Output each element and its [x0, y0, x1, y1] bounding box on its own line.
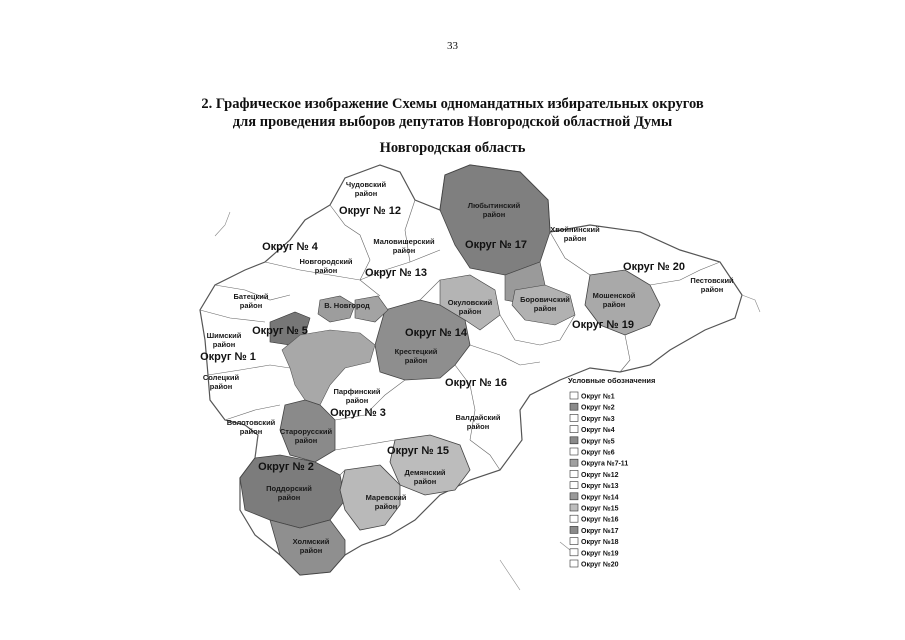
district-label: Хвойнинский: [550, 225, 600, 234]
okrug-label: Округ № 1: [200, 351, 256, 363]
district-label: Поддорский: [266, 484, 312, 493]
district-label: Холмский: [292, 537, 330, 546]
district-label: Крестецкий: [394, 347, 438, 356]
district-label: район: [209, 382, 233, 391]
district-label: Чудовский: [345, 180, 387, 189]
district-label: район: [294, 436, 318, 445]
district-label: район: [239, 301, 263, 310]
okrug-label: Округ № 14: [405, 327, 467, 339]
okrug-label: Округ № 3: [330, 407, 386, 419]
district-label: район: [404, 356, 428, 365]
district-label: Пестовский: [690, 276, 734, 285]
legend-item-label: Округ №17: [581, 527, 619, 535]
legend-swatch: [570, 538, 578, 545]
page-number: 33: [447, 40, 458, 52]
okrug-label: Округ № 13: [365, 267, 427, 279]
district-label: Окуловский: [447, 298, 493, 307]
district-label: район: [700, 285, 724, 294]
legend-swatch: [570, 470, 578, 477]
legend-swatch: [570, 549, 578, 556]
legend-swatch: [570, 482, 578, 489]
page-title-line-1: 2. Графическое изображение Схемы одномандатных избирательных округов: [201, 96, 704, 112]
okrug-label: Округ № 5: [252, 325, 308, 337]
district-label: Новгородский: [299, 257, 353, 266]
district-label: район: [212, 340, 236, 349]
district-label: Любытинский: [467, 201, 521, 210]
okrug-label: Округ № 4: [262, 241, 318, 253]
region-title: Новгородская область: [379, 140, 526, 156]
legend-item-label: Округ №6: [581, 449, 615, 457]
legend-item-label: Округ №16: [581, 516, 619, 524]
district-label: В. Новгород: [324, 301, 370, 310]
legend-item-label: Округ №3: [581, 415, 615, 423]
district-label: Волотовский: [226, 418, 276, 427]
page-title-line-2: для проведения выборов депутатов Новгородской областной Думы: [232, 114, 673, 130]
district-label: Мошенской: [592, 291, 636, 300]
okrug-label: Округ № 19: [572, 319, 634, 331]
legend: [568, 376, 655, 569]
district-label: район: [299, 546, 323, 555]
legend-swatch: [570, 403, 578, 410]
legend-swatch: [570, 560, 578, 567]
legend-swatch: [570, 504, 578, 511]
legend-item-label: Округ №18: [581, 539, 619, 547]
district-label: район: [533, 304, 557, 313]
okrug-label: Округ № 2: [258, 461, 314, 473]
district-label: Маловишерский: [373, 237, 435, 246]
legend-swatch: [570, 493, 578, 500]
district-label: район: [314, 266, 338, 275]
legend-item-label: Округ №13: [581, 483, 619, 491]
legend-swatch: [570, 437, 578, 444]
district-label: Солецкий: [202, 373, 240, 382]
legend-item-label: Округ №19: [581, 550, 619, 558]
legend-item-label: Округ №20: [581, 561, 619, 569]
district-label: район: [345, 396, 369, 405]
district-label: район: [482, 210, 506, 219]
legend-item-label: Округа №7-11: [581, 460, 629, 468]
legend-swatch: [570, 459, 578, 466]
legend-item-label: Округ №12: [581, 471, 619, 479]
legend-swatch: [570, 448, 578, 455]
district-label: Валдайский: [455, 413, 501, 422]
district-label: район: [458, 307, 482, 316]
district-label: Маревский: [365, 493, 407, 502]
district-label: Парфинский: [333, 387, 381, 396]
district-label: Боровичский: [520, 295, 570, 304]
legend-item-label: Округ №2: [581, 404, 615, 412]
legend-swatch: [570, 426, 578, 433]
legend-item-label: Округ №14: [581, 494, 619, 502]
okrug-label: Округ № 20: [623, 261, 685, 273]
area-okrug-15: [390, 435, 470, 495]
legend-item-label: Округ №15: [581, 505, 619, 513]
legend-item-label: Округ №5: [581, 438, 615, 446]
legend-item-label: Округ №4: [581, 427, 615, 435]
district-label: Шимский: [206, 331, 242, 340]
district-label: район: [277, 493, 301, 502]
district-label: район: [374, 502, 398, 511]
district-label: Батецкий: [233, 292, 269, 301]
okrug-label: Округ № 16: [445, 377, 507, 389]
district-label: район: [563, 234, 587, 243]
okrug-label: Округ № 15: [387, 445, 449, 457]
okrug-label: Округ № 17: [465, 239, 527, 251]
legend-swatch: [570, 414, 578, 421]
district-label: Демянский: [404, 468, 446, 477]
okrug-label: Округ № 12: [339, 205, 401, 217]
district-label: район: [354, 189, 378, 198]
legend-swatch: [570, 515, 578, 522]
district-label: район: [466, 422, 490, 431]
district-label: Старорусский: [279, 427, 333, 436]
legend-swatch: [570, 526, 578, 533]
district-label: район: [239, 427, 263, 436]
legend-swatch: [570, 392, 578, 399]
legend-title: Условные обозначения: [568, 376, 656, 385]
legend-item-label: Округ №1: [581, 393, 615, 401]
district-label: район: [413, 477, 437, 486]
district-label: район: [602, 300, 626, 309]
district-label: район: [392, 246, 416, 255]
